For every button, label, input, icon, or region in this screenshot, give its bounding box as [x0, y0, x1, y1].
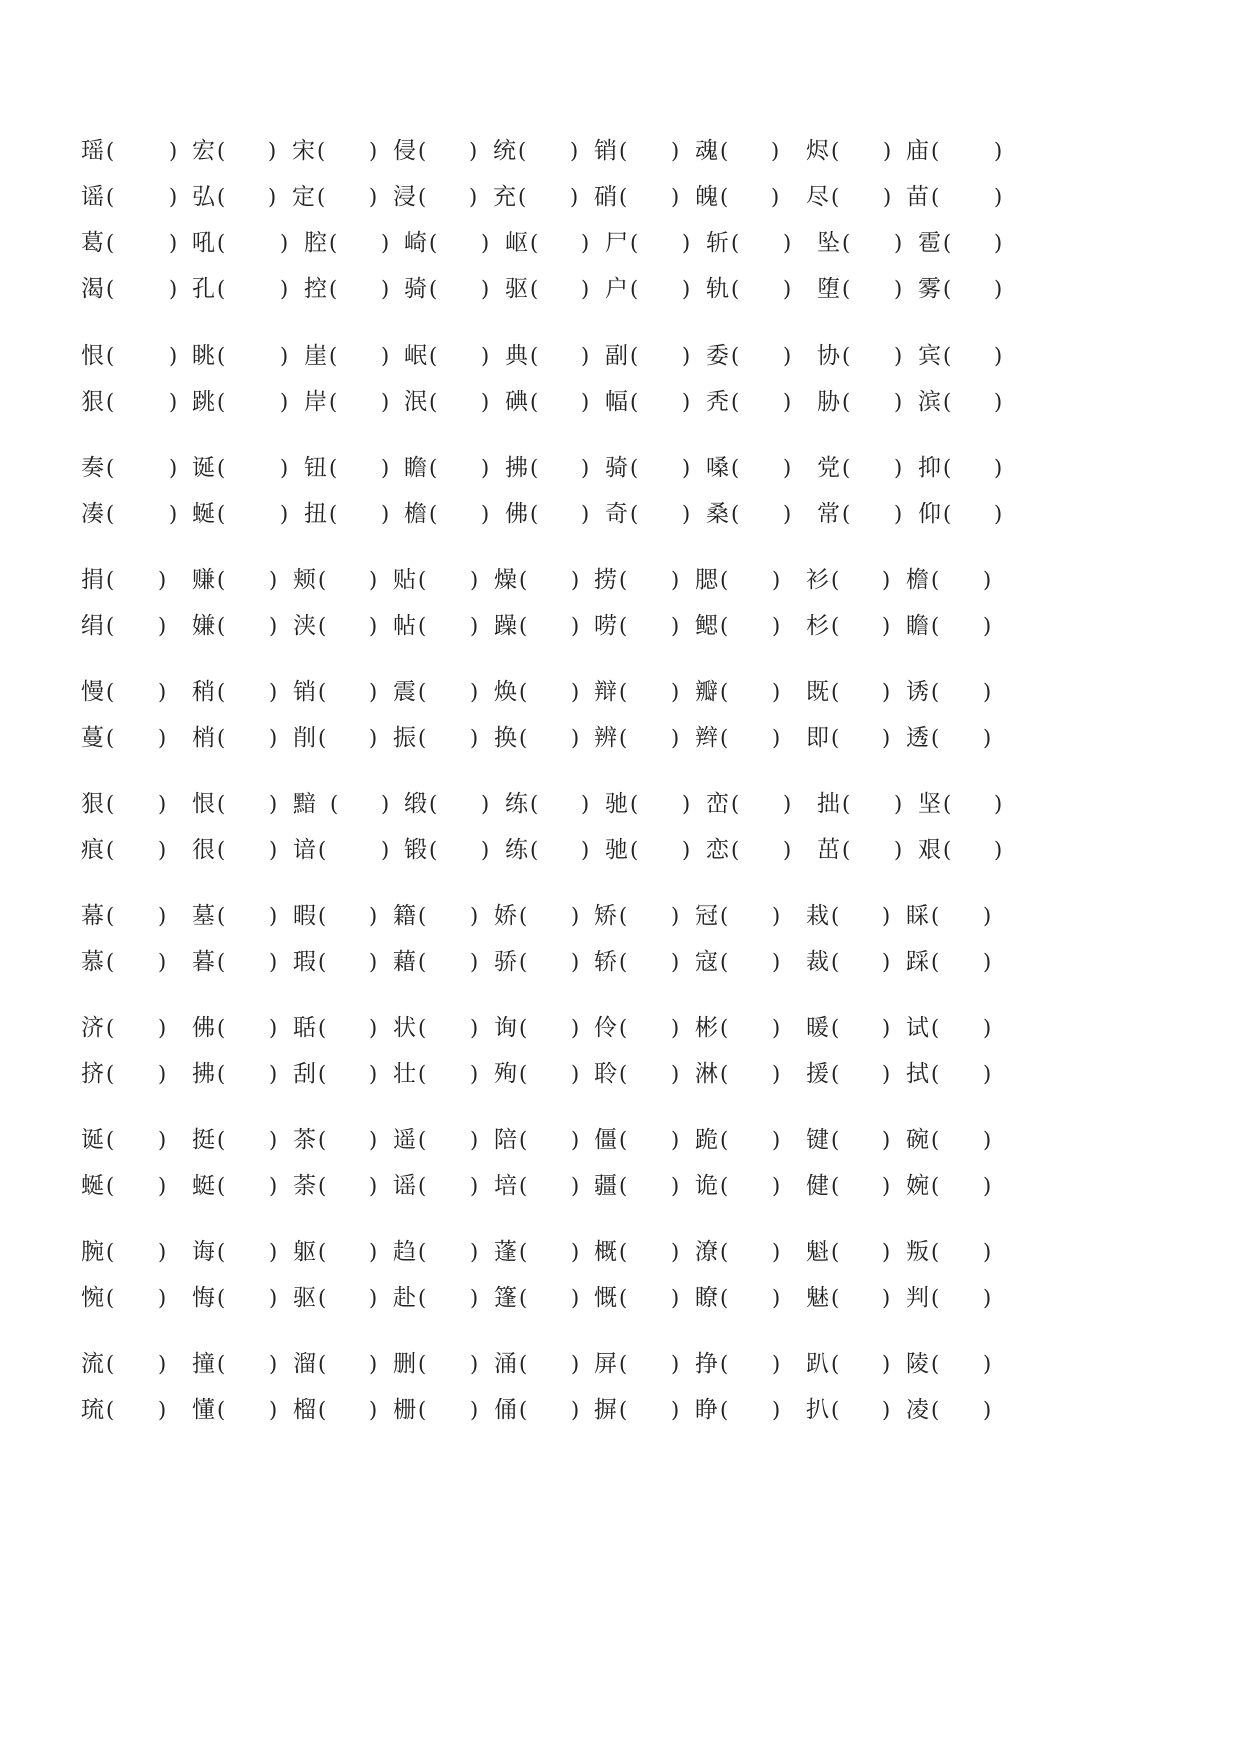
char: 拭	[906, 1061, 929, 1087]
char: 茁	[817, 837, 840, 863]
char: 聒	[293, 1015, 316, 1041]
char: 弘	[192, 184, 215, 210]
char: 瓣	[695, 679, 718, 705]
char: 培	[494, 1173, 517, 1199]
char: 冠	[695, 903, 718, 929]
char: 充	[493, 184, 516, 210]
char: 询	[494, 1015, 517, 1041]
char: 悔	[192, 1285, 215, 1311]
char: 睬	[906, 903, 929, 929]
char: 栅	[393, 1397, 416, 1423]
char: 判	[906, 1285, 929, 1311]
worksheet-row: 蜒 ( ) 蜓 ( ) 荼 ( ) 谣 ( ) 培 ( ) 疆 ( ) 诡 ( ) 健 ( ) 婉 ( )	[0, 1169, 1241, 1203]
char: 绢	[81, 613, 104, 639]
char: 恋	[706, 837, 729, 863]
char: 控	[304, 276, 327, 302]
char: 挤	[81, 1061, 104, 1087]
char: 援	[806, 1061, 829, 1087]
char: 辨	[594, 725, 617, 751]
worksheet-row: 凑 ( ) 蜒 ( ) 扭 ( ) 檐 ( ) 佛 ( ) 奇 ( ) 桑 ( ) 常 ( ) 仰 ( )	[0, 497, 1241, 531]
char: 瞻	[404, 455, 427, 481]
char: 魅	[806, 1285, 829, 1311]
char: 蓬	[494, 1239, 517, 1265]
char: 溜	[293, 1351, 316, 1377]
worksheet-row: 流 ( ) 撞 ( ) 溜 ( ) 删 ( ) 涌 ( ) 屏 ( ) 挣 ( ) 趴 ( ) 陵 ( )	[0, 1347, 1241, 1381]
char: 栽	[806, 903, 829, 929]
worksheet-row: 幕 ( ) 墓 ( ) 暇 ( ) 籍 ( ) 娇 ( ) 矫 ( ) 冠 ( ) 栽 ( ) 睬 ( )	[0, 899, 1241, 933]
worksheet-row: 瑶 ( ) 宏 ( ) 宋 ( ) 侵 ( ) 统 ( ) 销 ( ) 魂 ( ) 烬 ( ) 庙 ( )	[0, 134, 1241, 168]
char: 寇	[695, 949, 718, 975]
char: 暖	[806, 1015, 829, 1041]
char: 婉	[906, 1173, 929, 1199]
char: 雹	[918, 230, 941, 256]
char: 钮	[304, 455, 327, 481]
char: 滨	[918, 389, 941, 415]
char: 慢	[81, 679, 104, 705]
char: 坠	[817, 230, 840, 256]
char: 轿	[594, 949, 617, 975]
char: 锻	[404, 837, 427, 863]
char: 淋	[695, 1061, 718, 1087]
char: 赚	[192, 567, 215, 593]
char: 拙	[817, 791, 840, 817]
char: 唠	[594, 613, 617, 639]
char: 谣	[393, 1173, 416, 1199]
worksheet-row: 痕 ( ) 很 ( ) 谙 ( ) 锻 ( ) 练 ( ) 驰 ( ) 恋 ( ) 茁 ( ) 艰 ( )	[0, 833, 1241, 867]
char: 换	[494, 725, 517, 751]
char: 宋	[292, 138, 315, 164]
char: 嫌	[192, 613, 215, 639]
char: 仰	[918, 501, 941, 527]
char: 拂	[192, 1061, 215, 1087]
char: 诞	[192, 455, 215, 481]
char: 魂	[695, 138, 718, 164]
char: 崎	[404, 230, 427, 256]
char: 撞	[192, 1351, 215, 1377]
char: 幕	[81, 903, 104, 929]
worksheet-row: 济 ( ) 佛 ( ) 聒 ( ) 状 ( ) 询 ( ) 伶 ( ) 彬 ( ) 暖 ( ) 试 ( )	[0, 1011, 1241, 1045]
char: 销	[594, 138, 617, 164]
char: 概	[594, 1239, 617, 1265]
char: 艰	[918, 837, 941, 863]
char: 聆	[594, 1061, 617, 1087]
worksheet-row: 惋 ( ) 悔 ( ) 驱 ( ) 赴 ( ) 篷 ( ) 慨 ( ) 瞭 ( ) 魅 ( ) 判 ( )	[0, 1281, 1241, 1315]
worksheet-row: 捐 ( ) 赚 ( ) 颊 ( ) 贴 ( ) 燥 ( ) 捞 ( ) 腮 ( ) 衫 ( ) 檐 ( )	[0, 563, 1241, 597]
char: 恨	[192, 791, 215, 817]
char: 恨	[81, 343, 104, 369]
char: 瑕	[293, 949, 316, 975]
char: 蜒	[81, 1173, 104, 1199]
char: 岸	[304, 389, 327, 415]
char: 燥	[494, 567, 517, 593]
char: 键	[806, 1127, 829, 1153]
char: 振	[393, 725, 416, 751]
char: 碘	[505, 389, 528, 415]
char: 坚	[918, 791, 941, 817]
char: 痕	[81, 837, 104, 863]
char: 削	[293, 725, 316, 751]
char: 娇	[494, 903, 517, 929]
char: 衫	[806, 567, 829, 593]
worksheet-row: 蔓 ( ) 梢 ( ) 削 ( ) 振 ( ) 换 ( ) 辨 ( ) 辫 ( ) 即 ( ) 透 ( )	[0, 721, 1241, 755]
char: 跳	[192, 389, 215, 415]
char: 峦	[706, 791, 729, 817]
char: 狠	[81, 791, 104, 817]
char: 烬	[806, 138, 829, 164]
char: 谙	[293, 837, 316, 863]
char: 浃	[293, 613, 316, 639]
char: 佛	[192, 1015, 215, 1041]
char: 碗	[906, 1127, 929, 1153]
char: 梢	[192, 725, 215, 751]
char: 宏	[192, 138, 215, 164]
char: 崖	[304, 343, 327, 369]
char: 疆	[594, 1173, 617, 1199]
char: 驱	[293, 1285, 316, 1311]
char: 殉	[494, 1061, 517, 1087]
char: 胁	[817, 389, 840, 415]
worksheet-row: 狠 ( ) 跳 ( ) 岸 ( ) 泯 ( ) 碘 ( ) 幅 ( ) 秃 ( ) 胁 ( ) 滨 ( )	[0, 385, 1241, 419]
char: 狠	[81, 389, 104, 415]
char: 黯	[293, 791, 316, 817]
char: 涌	[494, 1351, 517, 1377]
char: 躁	[494, 613, 517, 639]
char: 琉	[81, 1397, 104, 1423]
char: 典	[505, 343, 528, 369]
char: 删	[393, 1351, 416, 1377]
char: 堕	[817, 276, 840, 302]
char: 斩	[706, 230, 729, 256]
char: 驱	[505, 276, 528, 302]
char: 缎	[404, 791, 427, 817]
char: 嗓	[706, 455, 729, 481]
char: 尸	[605, 230, 628, 256]
char: 藉	[393, 949, 416, 975]
worksheet-row: 挤 ( ) 拂 ( ) 刮 ( ) 壮 ( ) 殉 ( ) 聆 ( ) 淋 ( ) 援 ( ) 拭 ( )	[0, 1057, 1241, 1091]
char: 陪	[494, 1127, 517, 1153]
char: 蜓	[192, 1173, 215, 1199]
char: 腕	[81, 1239, 104, 1265]
char: 杉	[806, 613, 829, 639]
char: 躯	[293, 1239, 316, 1265]
char: 统	[493, 138, 516, 164]
char: 墓	[192, 903, 215, 929]
char: 雾	[918, 276, 941, 302]
char: 扭	[304, 501, 327, 527]
worksheet-row: 绢 ( ) 嫌 ( ) 浃 ( ) 帖 ( ) 躁 ( ) 唠 ( ) 鳃 ( ) 杉 ( ) 瞻 ( )	[0, 609, 1241, 643]
char: 骑	[605, 455, 628, 481]
char: 腔	[304, 230, 327, 256]
char: 矫	[594, 903, 617, 929]
char: 常	[817, 501, 840, 527]
char: 惋	[81, 1285, 104, 1311]
char: 苗	[906, 184, 929, 210]
char: 慕	[81, 949, 104, 975]
char: 诞	[81, 1127, 104, 1153]
char: 腮	[695, 567, 718, 593]
char: 贴	[393, 567, 416, 593]
char: 壮	[393, 1061, 416, 1087]
char: 屏	[594, 1351, 617, 1377]
char: 泯	[404, 389, 427, 415]
char: 跪	[695, 1127, 718, 1153]
char: 党	[817, 455, 840, 481]
char: 瑶	[81, 138, 104, 164]
char: 庙	[906, 138, 929, 164]
char: 叛	[906, 1239, 929, 1265]
char: 佛	[505, 501, 528, 527]
char: 檐	[906, 567, 929, 593]
char: 很	[192, 837, 215, 863]
char: 驰	[605, 791, 628, 817]
char: 摒	[594, 1397, 617, 1423]
char: 既	[806, 679, 829, 705]
char: 挣	[695, 1351, 718, 1377]
worksheet-row: 葛 ( ) 吼 ( ) 腔 ( ) 崎 ( ) 岖 ( ) 尸 ( ) 斩 ( ) 坠 ( ) 雹 ( )	[0, 226, 1241, 260]
char: 挺	[192, 1127, 215, 1153]
char: 销	[293, 679, 316, 705]
char: 葛	[81, 230, 104, 256]
char: 睁	[695, 1397, 718, 1423]
char: 凌	[906, 1397, 929, 1423]
char: 稍	[192, 679, 215, 705]
char: 魄	[695, 184, 718, 210]
char: 浸	[393, 184, 416, 210]
char: 岷	[404, 343, 427, 369]
char: 状	[393, 1015, 416, 1041]
char: 健	[806, 1173, 829, 1199]
char: 踩	[906, 949, 929, 975]
char: 潦	[695, 1239, 718, 1265]
char: 试	[906, 1015, 929, 1041]
char: 副	[605, 343, 628, 369]
char: 硝	[594, 184, 617, 210]
char: 荼	[293, 1173, 316, 1199]
char: 辫	[695, 725, 718, 751]
char: 檐	[404, 501, 427, 527]
char: 魁	[806, 1239, 829, 1265]
worksheet-row: 慕 ( ) 暮 ( ) 瑕 ( ) 藉 ( ) 骄 ( ) 轿 ( ) 寇 ( ) 裁 ( ) 踩 ( )	[0, 945, 1241, 979]
char: 眺	[192, 343, 215, 369]
char: 练	[505, 837, 528, 863]
char: 济	[81, 1015, 104, 1041]
char: 岖	[505, 230, 528, 256]
char: 诡	[695, 1173, 718, 1199]
char: 篷	[494, 1285, 517, 1311]
worksheet-row: 琉 ( ) 懂 ( ) 榴 ( ) 栅 ( ) 俑 ( ) 摒 ( ) 睁 ( ) 扒 ( ) 凌 ( )	[0, 1393, 1241, 1427]
char: 裁	[806, 949, 829, 975]
char: 尽	[806, 184, 829, 210]
char: 焕	[494, 679, 517, 705]
char: 凑	[81, 501, 104, 527]
char: 诱	[906, 679, 929, 705]
char: 瞻	[906, 613, 929, 639]
char: 拂	[505, 455, 528, 481]
char: 瞭	[695, 1285, 718, 1311]
char: 蔓	[81, 725, 104, 751]
char: 扒	[806, 1397, 829, 1423]
char: 流	[81, 1351, 104, 1377]
char: 侵	[393, 138, 416, 164]
char: 震	[393, 679, 416, 705]
char: 渴	[81, 276, 104, 302]
char: 僵	[594, 1127, 617, 1153]
char: 蜒	[192, 501, 215, 527]
char: 户	[605, 276, 628, 302]
char: 轨	[706, 276, 729, 302]
worksheet-row: 谣 ( ) 弘 ( ) 定 ( ) 浸 ( ) 充 ( ) 硝 ( ) 魄 ( ) 尽 ( ) 苗 ( )	[0, 180, 1241, 214]
char: 练	[505, 791, 528, 817]
char: 桑	[706, 501, 729, 527]
char: 幅	[605, 389, 628, 415]
char: 孔	[192, 276, 215, 302]
worksheet-row: 狠 ( ) 恨 ( ) 黯 ( ) 缎 ( ) 练 ( ) 驰 ( ) 峦 ( ) 拙 ( ) 坚 ( )	[0, 787, 1241, 821]
char: 诲	[192, 1239, 215, 1265]
worksheet-row: 腕 ( ) 诲 ( ) 躯 ( ) 趋 ( ) 蓬 ( ) 概 ( ) 潦 ( ) 魁 ( ) 叛 ( )	[0, 1235, 1241, 1269]
char: 奏	[81, 455, 104, 481]
char: 刮	[293, 1061, 316, 1087]
char: 辩	[594, 679, 617, 705]
char: 定	[292, 184, 315, 210]
char: 慨	[594, 1285, 617, 1311]
char: 赴	[393, 1285, 416, 1311]
worksheet-row: 诞 ( ) 挺 ( ) 茶 ( ) 遥 ( ) 陪 ( ) 僵 ( ) 跪 ( ) 键 ( ) 碗 ( )	[0, 1123, 1241, 1157]
char: 骄	[494, 949, 517, 975]
char: 鳃	[695, 613, 718, 639]
char: 捐	[81, 567, 104, 593]
char: 谣	[81, 184, 104, 210]
char: 捞	[594, 567, 617, 593]
char: 遥	[393, 1127, 416, 1153]
char: 懂	[192, 1397, 215, 1423]
char: 即	[806, 725, 829, 751]
char: 吼	[192, 230, 215, 256]
char: 俑	[494, 1397, 517, 1423]
char: 驰	[605, 837, 628, 863]
char: 趋	[393, 1239, 416, 1265]
char: 委	[706, 343, 729, 369]
char: 颊	[293, 567, 316, 593]
char: 茶	[293, 1127, 316, 1153]
char: 榴	[293, 1397, 316, 1423]
worksheet-row: 渴 ( ) 孔 ( ) 控 ( ) 骑 ( ) 驱 ( ) 户 ( ) 轨 ( ) 堕 ( ) 雾 ( )	[0, 272, 1241, 306]
worksheet-row: 慢 ( ) 稍 ( ) 销 ( ) 震 ( ) 焕 ( ) 辩 ( ) 瓣 ( ) 既 ( ) 诱 ( )	[0, 675, 1241, 709]
char: 彬	[695, 1015, 718, 1041]
char: 暮	[192, 949, 215, 975]
char: 奇	[605, 501, 628, 527]
char: 帖	[393, 613, 416, 639]
char: 秃	[706, 389, 729, 415]
char: 趴	[806, 1351, 829, 1377]
char: 宾	[918, 343, 941, 369]
char: 骑	[404, 276, 427, 302]
char: 透	[906, 725, 929, 751]
worksheet-row: 恨 ( ) 眺 ( ) 崖 ( ) 岷 ( ) 典 ( ) 副 ( ) 委 ( ) 协 ( ) 宾 ( )	[0, 339, 1241, 373]
worksheet-row: 奏 ( ) 诞 ( ) 钮 ( ) 瞻 ( ) 拂 ( ) 骑 ( ) 嗓 ( ) 党 ( ) 抑 ( )	[0, 451, 1241, 485]
char: 暇	[293, 903, 316, 929]
char: 陵	[906, 1351, 929, 1377]
char: 籍	[393, 903, 416, 929]
char: 抑	[918, 455, 941, 481]
char: 伶	[594, 1015, 617, 1041]
char: 协	[817, 343, 840, 369]
